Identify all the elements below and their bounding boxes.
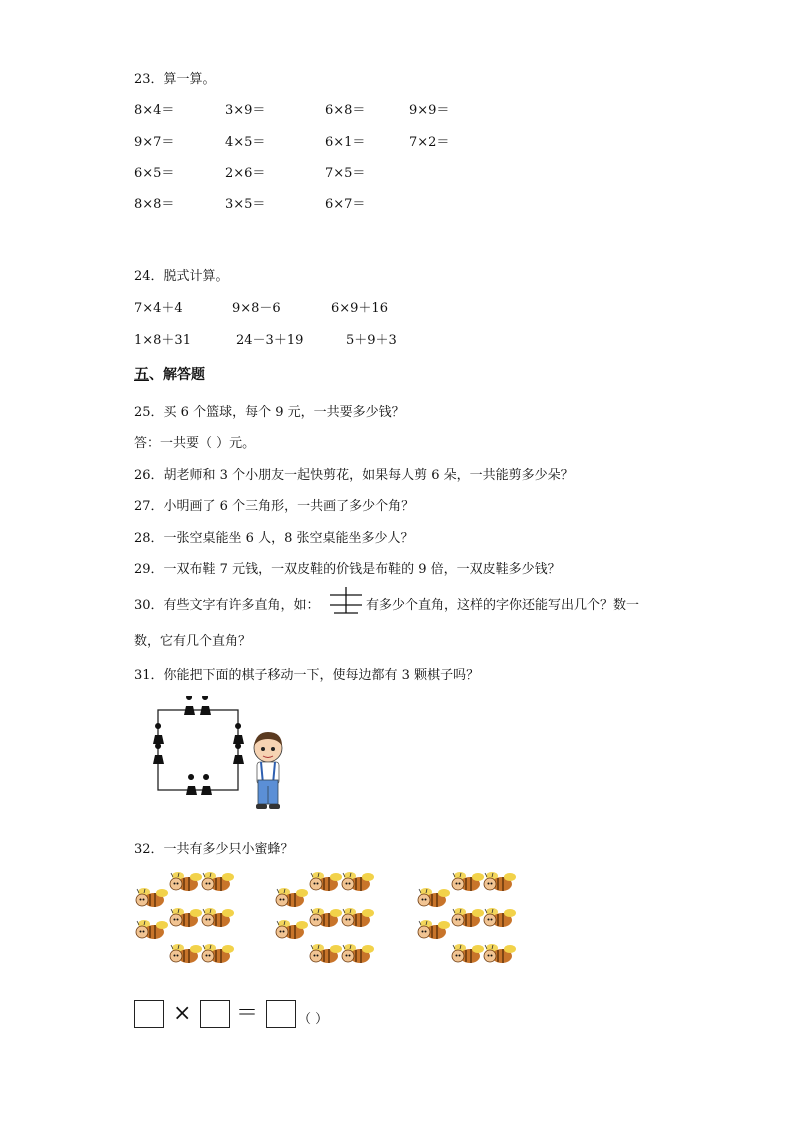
q24-item: 5＋9＋3 [346, 333, 397, 348]
q23-item: 8×8＝ [134, 197, 175, 212]
q24-item: 9×8－6 [232, 301, 281, 316]
q24-item: 7×4＋4 [134, 301, 183, 316]
answer-box-1[interactable] [134, 1000, 164, 1028]
q23-item: 4×5＝ [225, 135, 266, 150]
q28-text: 28．一张空桌能坐 6 人，8 张空桌能坐多少人？ [134, 531, 414, 546]
q24-item: 6×9＋16 [331, 301, 388, 316]
q23-item: 2×6＝ [225, 166, 266, 181]
q30-text-a: 30．有些文字有许多直角，如： [134, 598, 320, 613]
q30-text-c: 数，它有几个直角？ [134, 634, 252, 649]
q23-item: 7×5＝ [325, 166, 366, 181]
q24-title: 24．脱式计算。 [134, 269, 229, 284]
q23-item: 9×9＝ [409, 103, 450, 118]
bee-group-1 [136, 872, 234, 963]
times-sign: × [173, 1001, 192, 1026]
q23-title: 23．算一算。 [134, 72, 216, 87]
q31-text: 31．你能把下面的棋子移动一下，使每边都有 3 颗棋子吗？ [134, 668, 480, 683]
q23-item: 9×7＝ [134, 135, 175, 150]
q23-item: 3×5＝ [225, 197, 266, 212]
bee-group-3 [418, 872, 516, 963]
right-angle-character-illustration [328, 585, 364, 615]
answer-box-2[interactable] [200, 1000, 230, 1028]
q23-item: 6×1＝ [325, 135, 366, 150]
chess-pieces [153, 696, 244, 795]
q23-item: 6×7＝ [325, 197, 366, 212]
section-title: 、解答题 [149, 367, 206, 383]
q23-item: 7×2＝ [409, 135, 450, 150]
q24-item: 1×8＋31 [134, 333, 191, 348]
equals-sign: ＝ [236, 1001, 259, 1026]
section-number: 五 [134, 365, 150, 383]
q25-answer: 答：一共要（ ）元。 [134, 436, 256, 451]
q23-item: 6×8＝ [325, 103, 366, 118]
q29-text: 29．一双布鞋 7 元钱，一双皮鞋的价钱是布鞋的 9 倍，一双皮鞋多少钱？ [134, 562, 561, 577]
q25-text: 25．买 6 个篮球，每个 9 元，一共要多少钱？ [134, 405, 405, 420]
q26-text: 26．胡老师和 3 个小朋友一起快剪花，如果每人剪 6 朵，一共能剪多少朵？ [134, 468, 574, 483]
q27-text: 27．小明画了 6 个三角形，一共画了多少个角？ [134, 499, 415, 514]
q24-item: 24－3＋19 [236, 333, 304, 348]
q32-text: 32．一共有多少只小蜜蜂？ [134, 842, 294, 857]
bee-groups-illustration [130, 868, 530, 980]
chess-square-diagram [145, 696, 255, 806]
answer-box-3[interactable] [266, 1000, 296, 1028]
q23-item: 8×4＝ [134, 103, 175, 118]
unit-blank: （ ） [298, 1012, 329, 1027]
boy-illustration [248, 730, 288, 812]
section-heading [134, 363, 205, 384]
bee-group-2 [276, 872, 374, 963]
q23-item: 6×5＝ [134, 166, 175, 181]
q30-text-b: 有多少个直角，这样的字你还能写出几个？数一 [366, 598, 640, 613]
q23-item: 3×9＝ [225, 103, 266, 118]
